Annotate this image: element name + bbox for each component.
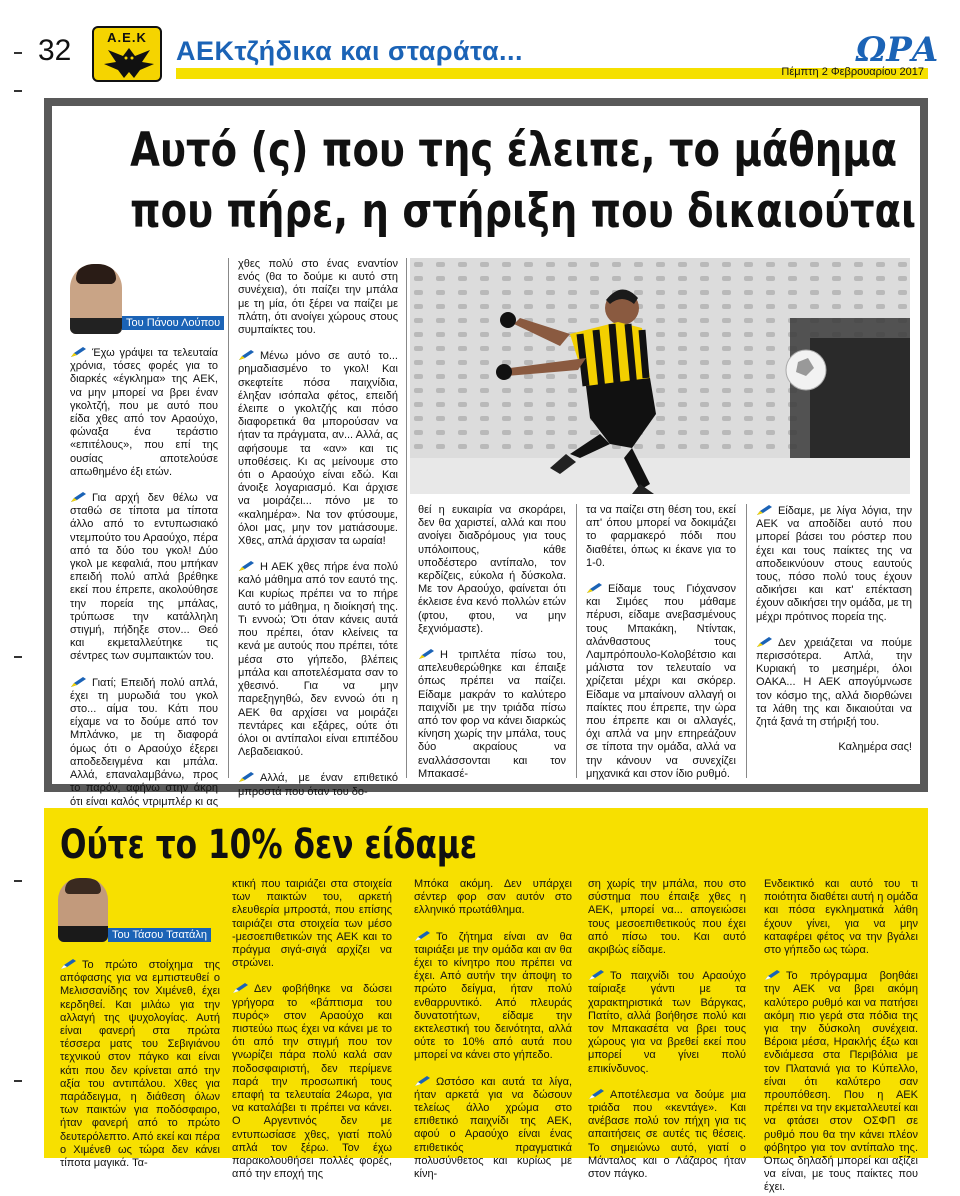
article-column	[756, 504, 912, 766]
column-divider	[406, 258, 407, 778]
paragraph: Για αρχή δεν θέλω να σταθώ σε τίποτα μα τίποτα άλλο από το εντυπωσιακό ντεμπούτο του Αραούχο, πέρα από τα δύο του γκολ! Δύο γκολ με κεφαλιά, που μπήκαν επειδή πολύ απλά βρέθηκε εκεί που έπρεπε, ακολούθησε την πορεία της μπάλας, τρύπωσε την κατάλληλη στιγμή, πήδηξε στον... Θεό και εκμεταλλεύτηκε τις σέντρες των συμπαικτών του.	[70, 492, 218, 663]
paragraph: Αποτέλεσμα να δούμε μια τριάδα που «κεντάγε». Και ανέβασε πολύ τον πήχη για τις απαιτήσεις σε αυτές τις θέσεις. Το σημειώνω αυτό, γιατί ο Μάνταλος και ο Λάζαρος ήταν στον πάγκο.	[588, 1088, 746, 1181]
paragraph: Μπόκα ακόμη. Δεν υπάρχει σέντερ φορ σαν αυτόν στο ελληνικό πρωτάθλημα.	[414, 878, 572, 917]
pen-icon	[418, 648, 436, 660]
article-column	[414, 878, 572, 1193]
author-byline: Του Τάσου Τσατάλη	[108, 928, 211, 942]
paragraph: Δεν φοβήθηκε να δώσει γρήγορα το «βάπτισμα του πυρός» στον Αραούχο και πιστεύω πως έχει να κάνει με το ότι από την στιγμή που τον γνωρίζει πάρα πολύ καλά σαν ποδοσφαιριστή, δεν περίμενε παρά την προσωπική τους επαφή τα τελευταία 24ωρα, για να καταλάβει τι πρέπει να κάνει. Ο Αργεντινός δεν με εντυπωσίασε χθες, γιατί πολύ απλά τον ξέρω. Τον έχω παρακολουθήσει πολλές φορές, από την εποχή της	[232, 983, 392, 1181]
pen-icon	[414, 930, 432, 942]
paragraph: Η ΑΕΚ χθες πήρε ένα πολύ καλό μάθημα από τον εαυτό της. Και κυρίως πρέπει να το πήρε αυτό το μάθημα, η διοίκησή της. Τι εννοώ; Ότι όταν κάνεις αυτά που πρέπει, όταν κλείνεις τα κενά με αυτούς που πρέπει, τότε μέσα στο γήπεδο, βλέπεις μπάλα και αποτελέσματα σαν το χθεσινό. Για να μην παρεξηγηθώ, δεν εννοώ ότι η ΑΕΚ θα αρχίσει να μοιράζει πεντάρες και εξάρες, ούτε ότι όλοι οι αντίπαλοι είναι επιπέδου Λεβαδειακού.	[238, 561, 398, 759]
secondary-article	[44, 808, 928, 1194]
paragraph: Γιατί; Επειδή πολύ απλά, έχει τη μυρωδιά του γκολ στο... αίμα του. Κάτι που είχαμε να το δούμε από τον Μπλάνκο, με τη διαφορά όμως ότι ο Αραούχο έξερει αποδεδειγμένα και μπάλα. Αλλά, επαναλαμβάνω, προς το παρόν, αφήνω στην άκρη ότι είναι καλός ντριμπλέρ κι ας	[70, 676, 218, 808]
pen-icon	[588, 1088, 606, 1100]
headline-line: που πήρε, η στήριξη που δικαιούται	[130, 184, 917, 239]
publication-name: ΩΡΑ	[856, 30, 939, 70]
margin-mark	[14, 656, 22, 658]
club-logo	[92, 26, 162, 82]
paragraph: Το ζήτημα είναι αν θα ταιριάξει με την ομάδα και αν θα έχει το κίνητρο που πρέπει να έχει. Από αυτήν την άποψη το πρώτο δείγμα, ήταν πολύ ενθαρρυντικό. Από πλευράς δυνατοτήτων, είδαμε την εκτελεστική του δεινότητα, αλλά ούτε το 10% από αυτά που μπορεί να κάνει στο γήπεδο.	[414, 930, 572, 1062]
pen-icon	[70, 346, 88, 358]
paragraph: Δεν χρειάζεται να πούμε περισσότερα. Απλά, την Κυριακή το μεσημέρι, όλοι ΟΑΚΑ... Η ΑΕΚ απογύμνωσε τον κόσμο της, αλλά διορθώνει τα λάθη της και δικαιούται να ζητά ξανά τη στήριξή του.	[756, 636, 912, 729]
football-player-photo	[410, 258, 910, 494]
paragraph: Είδαμε, με λίγα λόγια, την ΑΕΚ να αποδίδει αυτό που μπορεί βάσει του ρόστερ που έχει και τους παίκτες της να αποδεικνύουν στους εαυτούς τους, πόσο πολύ τους έχουν αδικήσει και κατ' επέκταση έχουν αδικήσει την ομάδα, με τη μέχρι πρότινος πορεία της.	[756, 505, 912, 623]
article-column	[418, 504, 566, 793]
paragraph: Το πρόγραμμα βοηθάει την ΑΕΚ να βρει ακόμη καλύτερο ρυθμό και να πατήσει ακόμη πιο γερά στα πόδια της για την δύσκολη συνέχεια. Βέροια μέσα, Ηρακλής έξω και ενδιάμεσα στα Περιβόλια με τον Πλατανιά για το Κύπελλο, είναι ότι καλύτερο σαν προυπόθεση. Που η ΑΕΚ πρέπει να την εκμεταλλευτεί και να φτάσει στον ΟΣΦΠ σε ρυθμό που θα την κάνει πλέον φόβητρο για τον αντίπαλο της. Όπως δηλαδή μπορεί και αξίζει να είναι, με τους παίκτες που έχει.	[764, 970, 918, 1194]
article-column	[232, 878, 392, 1193]
author-photo	[58, 878, 108, 942]
pen-icon	[60, 958, 78, 970]
paragraph: Η τριπλέτα πίσω του, απελευθερώθηκε και έπαιξε όπως πρέπει να παίζει. Είδαμε μακράν το καλύτερο παιχνίδι με την τριάδα πίσω από τον φορ να κάνει διαρκώς κίνηση χωρίς την μπάλα, τους δύο ακραίους να εναλλάσσονται και τον Μπακασέ-	[418, 649, 566, 780]
pen-icon	[238, 560, 256, 572]
paragraph: Αλλά, με έναν επιθετικό μπροστά που όταν του δο-	[238, 772, 398, 798]
pen-icon	[238, 349, 256, 361]
article-column	[60, 958, 220, 1182]
paragraph: Μένω μόνο σε αυτό το... ρημαδιασμένο το γκολ! Και σκεφτείτε πόσα παιχνίδια, έληξαν ισόπαλα φέτος, επειδή έλειπε ο γκολτζής και πόσο διαφορετικά θα μπορούσαν να ήταν τα πράγματα, αν... Αλλά, ας αφήσουμε τα «αν» και τις υποθέσεις. Κι ας μείνουμε στο ότι ο Αραούχο είναι εδώ. Και άνοιξε λογαριασμό. Και άρχισε να μοιράζει... πόνο με το «καλημέρα». Να τον φτύσουμε, όλοι μας, μην τον ματιάσουμε. Χθες, απλά άρχισαν τα ωραία!	[238, 350, 398, 548]
pen-icon	[414, 1075, 432, 1087]
paragraph: χθες πολύ στο ένας εναντίον ενός (θα το δούμε κι αυτό στη συνέχεια), ότι παίζει την μπάλα με τη μία, ότι ξέρει να παίζει με πλάτη, ότι ανοίγει χώρους στους συμπαίκτες του.	[238, 258, 398, 337]
column-divider	[576, 504, 577, 778]
page-header	[0, 0, 960, 92]
article-column	[764, 878, 918, 1196]
paragraph: ση χωρίς την μπάλα, που στο σύστημα που έπαιξε χθες η ΑΕΚ, μπορεί να... απογειώσει τους μεσοεπιθετικούς που έχει από πίσω του. Και αυτό ακριβώς είδαμε.	[588, 878, 746, 957]
pen-icon	[232, 982, 250, 994]
article-column	[588, 878, 746, 1193]
section-title: AEKτζήδικα και σταράτα...	[176, 36, 524, 66]
paragraph: κτική που ταιριάζει στα στοιχεία των παικτών του, αρκετή ελευθερία μπροστά, που επίσης ταιριάζει στα στοιχεία των μέσο -μεσοεπιθετικών της ΑΕΚ και το πράγμα σιγά-σιγά αρχίζει να στρώνει.	[232, 878, 392, 970]
headline-line: Αυτό (ς) που της έλειπε, το μάθημα	[130, 123, 898, 178]
pen-icon	[70, 491, 88, 503]
pen-icon	[756, 636, 774, 648]
paragraph: Το πρώτο στοίχημα της απόφασης για να εμπιστευθεί ο Μελισσανίδης τον Χιμένεθ, έχει κερδηθεί. Και μιλάω για την αλλαγή της ψυχολογίας. Αυτή είναι φανερή στα πρώτα τέσσερα ματς του Σεβιγιάνου τεχνικού στον πάγκο και είναι κάτι που δεν κρίνεται από την αξία του αντιπάλου. Χθες για παράδειγμα, η διάθεση όλων των παικτών για ποδόσφαιρο, ήταν φανερή από το πρώτο δευτερόλεπτο. Από εκεί και πέρα ο Χιμένεθ ως τώρα δεν κάνει τίποτα μαγικά. Τα-	[60, 959, 220, 1170]
pen-icon	[764, 969, 782, 981]
pen-icon	[756, 504, 774, 516]
main-article	[44, 98, 928, 808]
author-byline: Του Πάνου Λούπου	[122, 316, 224, 330]
publication-date: Πέμπτη 2 Φεβρουαρίου 2017	[781, 66, 924, 78]
page-number: 32	[38, 34, 72, 67]
signoff: Καλημέρα σας!	[838, 741, 912, 754]
article-column	[586, 504, 736, 793]
paragraph: τα να παίζει στη θέση του, εκεί απ' όπου μπορεί να δοκιμάζει το φαρμακερό πόδι που διαθέτει, όπως κι έκανε για το 1-0.	[586, 504, 736, 569]
author-box	[70, 264, 221, 336]
pen-icon	[70, 676, 88, 688]
match-photo	[410, 258, 910, 494]
author-photo	[70, 264, 122, 334]
margin-mark	[14, 1080, 22, 1082]
article-column	[70, 346, 218, 834]
article-column	[238, 258, 398, 811]
paragraph: Έχω γράψει τα τελευταία χρόνια, τόσες φορές για το διαρκές «έγκλημα» της ΑΕΚ, να μην μπορεί να βρει έναν γκολτζή, που με αυτό που είδα χθες από τον Αραούχο, φώναξα ένα τεράστιο «επιτέλους», που επί της ουσίας αποτελούσε απωθημένο έξι ετών.	[70, 347, 218, 478]
pen-icon	[238, 771, 256, 783]
column-divider	[746, 504, 747, 778]
aek-eagle-icon	[102, 44, 156, 80]
column-divider	[228, 258, 229, 778]
author-box	[58, 878, 218, 944]
paragraph: Ενδεικτικό και αυτό του τι ποιότητα διαθέτει αυτή η ομάδα και πόσα εγκληματικά λάθη έχουν γίνει, για να μην καταφέρει φέτος να την βγάλει στο γήπεδο ως τώρα.	[764, 878, 918, 957]
margin-mark	[14, 880, 22, 882]
pen-icon	[586, 582, 604, 594]
club-logo-text: Α.Ε.Κ	[107, 30, 147, 45]
paragraph: Ωστόσο και αυτά τα λίγα, ήταν αρκετά για να δώσουν τελείως άλλο χρώμα στο επιθετικό παιχνίδι της ΑΕΚ, αφού ο Αραούχο είναι ένας επιθετικός πραγματικά πολυσύνθετος και κυρίως με κίνη-	[414, 1075, 572, 1181]
pen-icon	[588, 969, 606, 981]
secondary-headline: Ούτε το 10% δεν είδαμε	[60, 822, 478, 868]
paragraph: θεί η ευκαιρία να σκοράρει, δεν θα χαριστεί, αλλά και που ανοίγει διαδρόμους για τους υπόλοιπους, κάθε υποδέστερο αντίπαλο, τον κερδίζεις, εύκολα ή δύσκολα. Με τον Αραούχο, φαίνεται ότι έκλεισε ένα κενό πολλών ετών (φτου, φτου, να μην ξεχνιόμαστε).	[418, 504, 566, 635]
main-headline	[130, 120, 917, 242]
paragraph: Το παιχνίδι του Αραούχο ταίριαξε γάντι με τα χαρακτηριστικά των Βάργκας, Πατίτο, αλλά βοήθησε πολύ και τον Μπακασέτα να βρει τους χώρους για να βρεθεί εκεί που μπορεί να γίνει πολύ επικίνδυνος.	[588, 970, 746, 1075]
paragraph: Είδαμε τους Γιόχανσον και Σιμόες που μάθαμε πέρυσι, είδαμε ανεβασμένους τους Μπακάκη, Ντίντακ, αλάνθαστους τους Λαμπρόπουλο-Κολοβέτσιο και μάλιστα τον τελευταίο να χρίζεται μέχρι και σκόρερ. Είδαμε να μπαίνουν αλλαγή οι παίκτες που έπρεπε, την ώρα που έπρεπε και οι αλλαγές, όχι απλά να μην επηρεάζουν σε τίποτα την ομάδα, αλλά να την κάνουν να συνεχίζει μηχανικά και στον ίδιο ρυθμό.	[586, 583, 736, 780]
